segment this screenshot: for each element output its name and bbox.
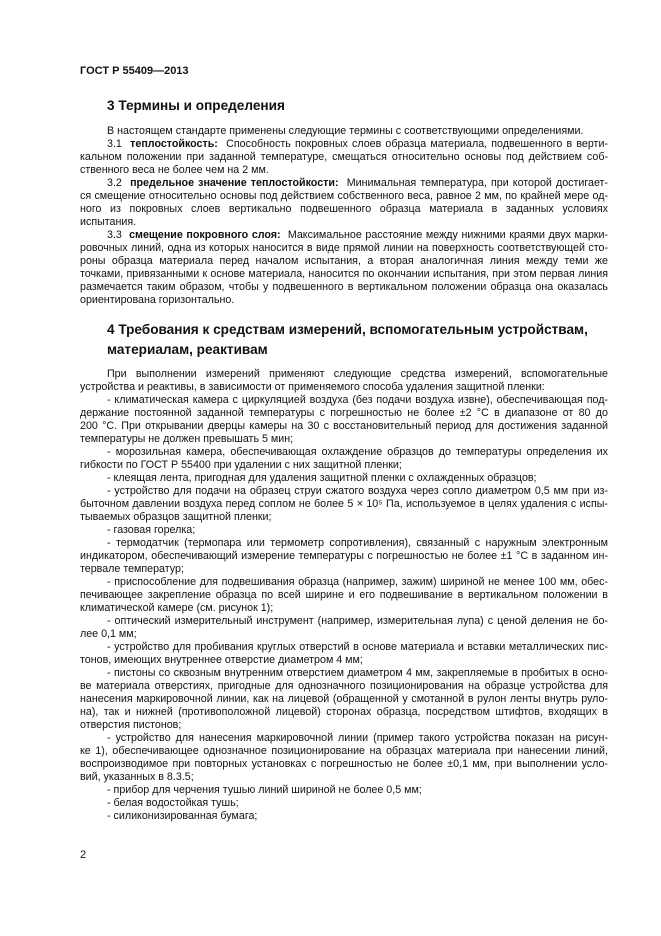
line-text: Максимальное расстояние между нижними краями двух марки- — [287, 229, 608, 241]
text-line — [80, 706, 608, 719]
text-line — [80, 485, 608, 498]
line-text: индикатором, обеспечивающий измерение температуры с погрешностью не более ±1 °С в заданном ин- — [80, 550, 608, 562]
paragraph — [80, 368, 608, 394]
text-line — [80, 745, 608, 758]
line-text: ке 1), обеспечивающее однозначное позиционирование на образцах материала при нанесении линий, — [80, 745, 608, 757]
line-text: - термодатчик (термопара или термометр сопротивления), связанный с наружным электронным — [107, 537, 608, 549]
line-text: роны образца материала перед началом испытания, а вторая аналогичная линия между теми же — [80, 255, 608, 267]
paragraph — [80, 732, 608, 784]
line-text: печивающее закрепление образца по всей ширине и его подвешивание в вертикальном положении в — [80, 589, 608, 601]
text-line — [80, 203, 608, 216]
line-text: отверстия пистонов; — [80, 719, 182, 731]
paragraph — [80, 810, 608, 823]
term-number: 3.3 — [107, 229, 122, 241]
line-text: - устройство для подачи на образец струи сжатого воздуха через сопло диаметром 0,5 мм при из- — [107, 485, 608, 497]
line-text: тервале температур; — [80, 563, 184, 575]
line-text: - клеящая лента, пригодная для удаления защитной пленки с охлажденных образцов; — [107, 472, 537, 484]
section-4-heading — [80, 320, 635, 360]
line-text: ся смещение относительно основы под действием собственного веса, равное 2 мм, по крайней мере од- — [80, 190, 608, 202]
line-text: температуры не должен превышать 5 мин; — [80, 433, 294, 445]
text-line — [80, 615, 608, 628]
line-text: устройства и реактивы, в зависимости от применяемого способа удаления защитной пленки: — [80, 381, 545, 393]
text-line — [80, 641, 608, 654]
text-line — [80, 368, 608, 381]
text-line — [80, 433, 608, 446]
text-line — [80, 511, 608, 524]
text-line — [80, 164, 608, 177]
term-number: 3.2 — [107, 177, 122, 189]
text-line — [80, 216, 608, 229]
paragraph — [80, 537, 608, 576]
line-text: - климатическая камера с циркуляцией воздуха (без подачи воздуха извне), обеспечивающая под- — [107, 394, 608, 406]
document-id-header: ГОСТ Р 55409—2013 — [80, 65, 189, 77]
line-text: - прибор для черчения тушью линий шириной не более 0,5 мм; — [107, 784, 422, 796]
text-line — [80, 524, 608, 537]
text-line — [80, 589, 608, 602]
text-line — [80, 680, 608, 693]
text-line — [80, 177, 608, 190]
line-text: ве материала отверстиях, пригодные для однозначного позиционирования на образце устройства для — [80, 680, 608, 692]
text-line — [80, 407, 608, 420]
text-line — [80, 294, 608, 307]
line-text: кальном положении при заданной температуре, смещаться относительно основы под действием соб- — [80, 151, 608, 163]
text-line — [80, 667, 608, 680]
line-text: гибкости по ГОСТ Р 55400 при удалении с них защитной пленки; — [80, 459, 402, 471]
line-text: 200 °С. При открывании дверцы камеры на 30 с восстановительный период для достижения заданной — [80, 420, 608, 432]
section-3-heading: 3 Термины и определения — [107, 98, 285, 113]
line-text: ориентирована горизонтально. — [80, 294, 235, 306]
term-name: смещение покровного слоя: — [129, 229, 281, 241]
text-line — [80, 420, 608, 433]
paragraph — [80, 138, 608, 177]
term-name: теплостойкость: — [130, 138, 218, 150]
paragraph — [80, 524, 608, 537]
paragraph — [80, 125, 608, 138]
text-line — [80, 719, 608, 732]
line-text: лее 0,1 мм; — [80, 628, 137, 640]
text-line — [80, 550, 608, 563]
text-line — [80, 229, 608, 242]
line-text: - устройство для пробивания круглых отверстий в основе материала и вставки металлических пис- — [107, 641, 608, 653]
line-text: ровочных линий, одна из которых наносится в виде прямой линии на поверхность соответствующей сто- — [80, 242, 608, 254]
paragraph — [80, 229, 608, 307]
text-line — [80, 758, 608, 771]
section-3-body — [80, 125, 608, 307]
paragraph — [80, 797, 608, 810]
paragraph — [80, 394, 608, 446]
term-number: 3.1 — [107, 138, 122, 150]
text-line — [80, 138, 608, 151]
section-4-heading-line: материалам, реактивам — [107, 342, 268, 357]
text-line — [80, 151, 608, 164]
term-name: предельное значение теплостойкости: — [130, 177, 339, 189]
line-text: Способность покровных слоев образца материала, подвешенного в верти- — [226, 138, 608, 150]
text-line — [80, 125, 608, 138]
text-line — [80, 472, 608, 485]
paragraph — [80, 641, 608, 667]
text-line — [80, 459, 608, 472]
paragraph — [80, 177, 608, 229]
line-text: - оптический измерительный инструмент (например, измерительная лупа) с ценой деления не бо- — [107, 615, 608, 627]
text-line — [80, 242, 608, 255]
text-line — [80, 190, 608, 203]
paragraph — [80, 446, 608, 472]
line-text: воспроизводимое при повторных установках с погрешностью не более ±0,1 мм, при выполнении усло- — [80, 758, 608, 770]
section-4-body — [80, 368, 608, 823]
paragraph — [80, 667, 608, 732]
line-text: нанесения маркировочной линии, как на лицевой (обращенной у смотанной в рулон ленты внутрь руло- — [80, 693, 608, 705]
line-text: испытания. — [80, 216, 137, 228]
line-text: В настоящем стандарте применены следующие термины с соответствующими определениями. — [107, 125, 584, 137]
text-line — [80, 628, 608, 641]
line-text: размечается таким образом, чтобы у подвешенного в вертикальном положении образца она оказалась — [80, 281, 608, 293]
text-line — [80, 654, 608, 667]
line-text: - газовая горелка; — [107, 524, 196, 536]
paragraph — [80, 615, 608, 641]
line-text: - силиконизированная бумага; — [107, 810, 258, 822]
line-text: - приспособление для подвешивания образца (например, зажим) шириной не менее 100 мм, обес- — [107, 576, 608, 588]
text-line — [80, 810, 608, 823]
text-line — [80, 268, 608, 281]
text-line — [80, 394, 608, 407]
text-line — [80, 537, 608, 550]
text-line — [80, 732, 608, 745]
line-text: - пистоны со сквозным внутренним отверстием диаметром 4 мм, закрепляемые в пробитых в осно- — [107, 667, 608, 679]
text-line — [80, 693, 608, 706]
line-text: быточном давлении воздуха перед соплом не более 5 × 10⁵ Па, используемое в целях удаления с испы- — [80, 498, 608, 510]
line-text: тываемых образцов защитной пленки; — [80, 511, 272, 523]
paragraph — [80, 472, 608, 485]
line-text: - морозильная камера, обеспечивающая охлаждение образцов до температуры определения их — [107, 446, 608, 458]
line-text: на), так и нижней (противоположной лицевой) сторонах образца, посредством штифтов, входящих в — [80, 706, 608, 718]
text-line — [80, 576, 608, 589]
paragraph — [80, 576, 608, 615]
text-line — [80, 381, 608, 394]
line-text: - белая водостойкая тушь; — [107, 797, 239, 809]
text-line — [80, 446, 608, 459]
text-line — [80, 563, 608, 576]
text-line — [80, 771, 608, 784]
line-text: точками, привязанными к основе материала, наносится по окончании испытания, при этом первая линия — [80, 268, 608, 280]
section-4-heading-line: 4 Требования к средствам измерений, вспомогательным устройствам, — [107, 322, 588, 337]
line-text: Минимальная температура, при которой достигает- — [346, 177, 608, 189]
text-line — [80, 255, 608, 268]
page-number: 2 — [80, 849, 87, 861]
line-text: климатической камере (см. рисунок 1); — [80, 602, 274, 614]
line-text: При выполнении измерений применяют следующие средства измерений, вспомогательные — [107, 368, 608, 380]
text-line — [80, 602, 608, 615]
line-text: держание постоянной заданной температуры с погрешностью не более ±2 °С в диапазоне от 80 до — [80, 407, 608, 419]
line-text: - устройство для нанесения маркировочной линии (пример такого устройства показан на рисун- — [107, 732, 608, 744]
paragraph — [80, 485, 608, 524]
line-text: тонов, имеющих внутреннее отверстие диаметром 4 мм; — [80, 654, 363, 666]
line-text: ственного веса не более чем на 2 мм. — [80, 164, 269, 176]
paragraph — [80, 784, 608, 797]
text-line — [80, 784, 608, 797]
line-text: вий, указанных в 8.3.5; — [80, 771, 194, 783]
text-line — [80, 498, 608, 511]
line-text: ного из покровных слоев вертикально подвешенного образца материала в заданных условиях — [80, 203, 608, 215]
text-line — [80, 281, 608, 294]
text-line — [80, 797, 608, 810]
